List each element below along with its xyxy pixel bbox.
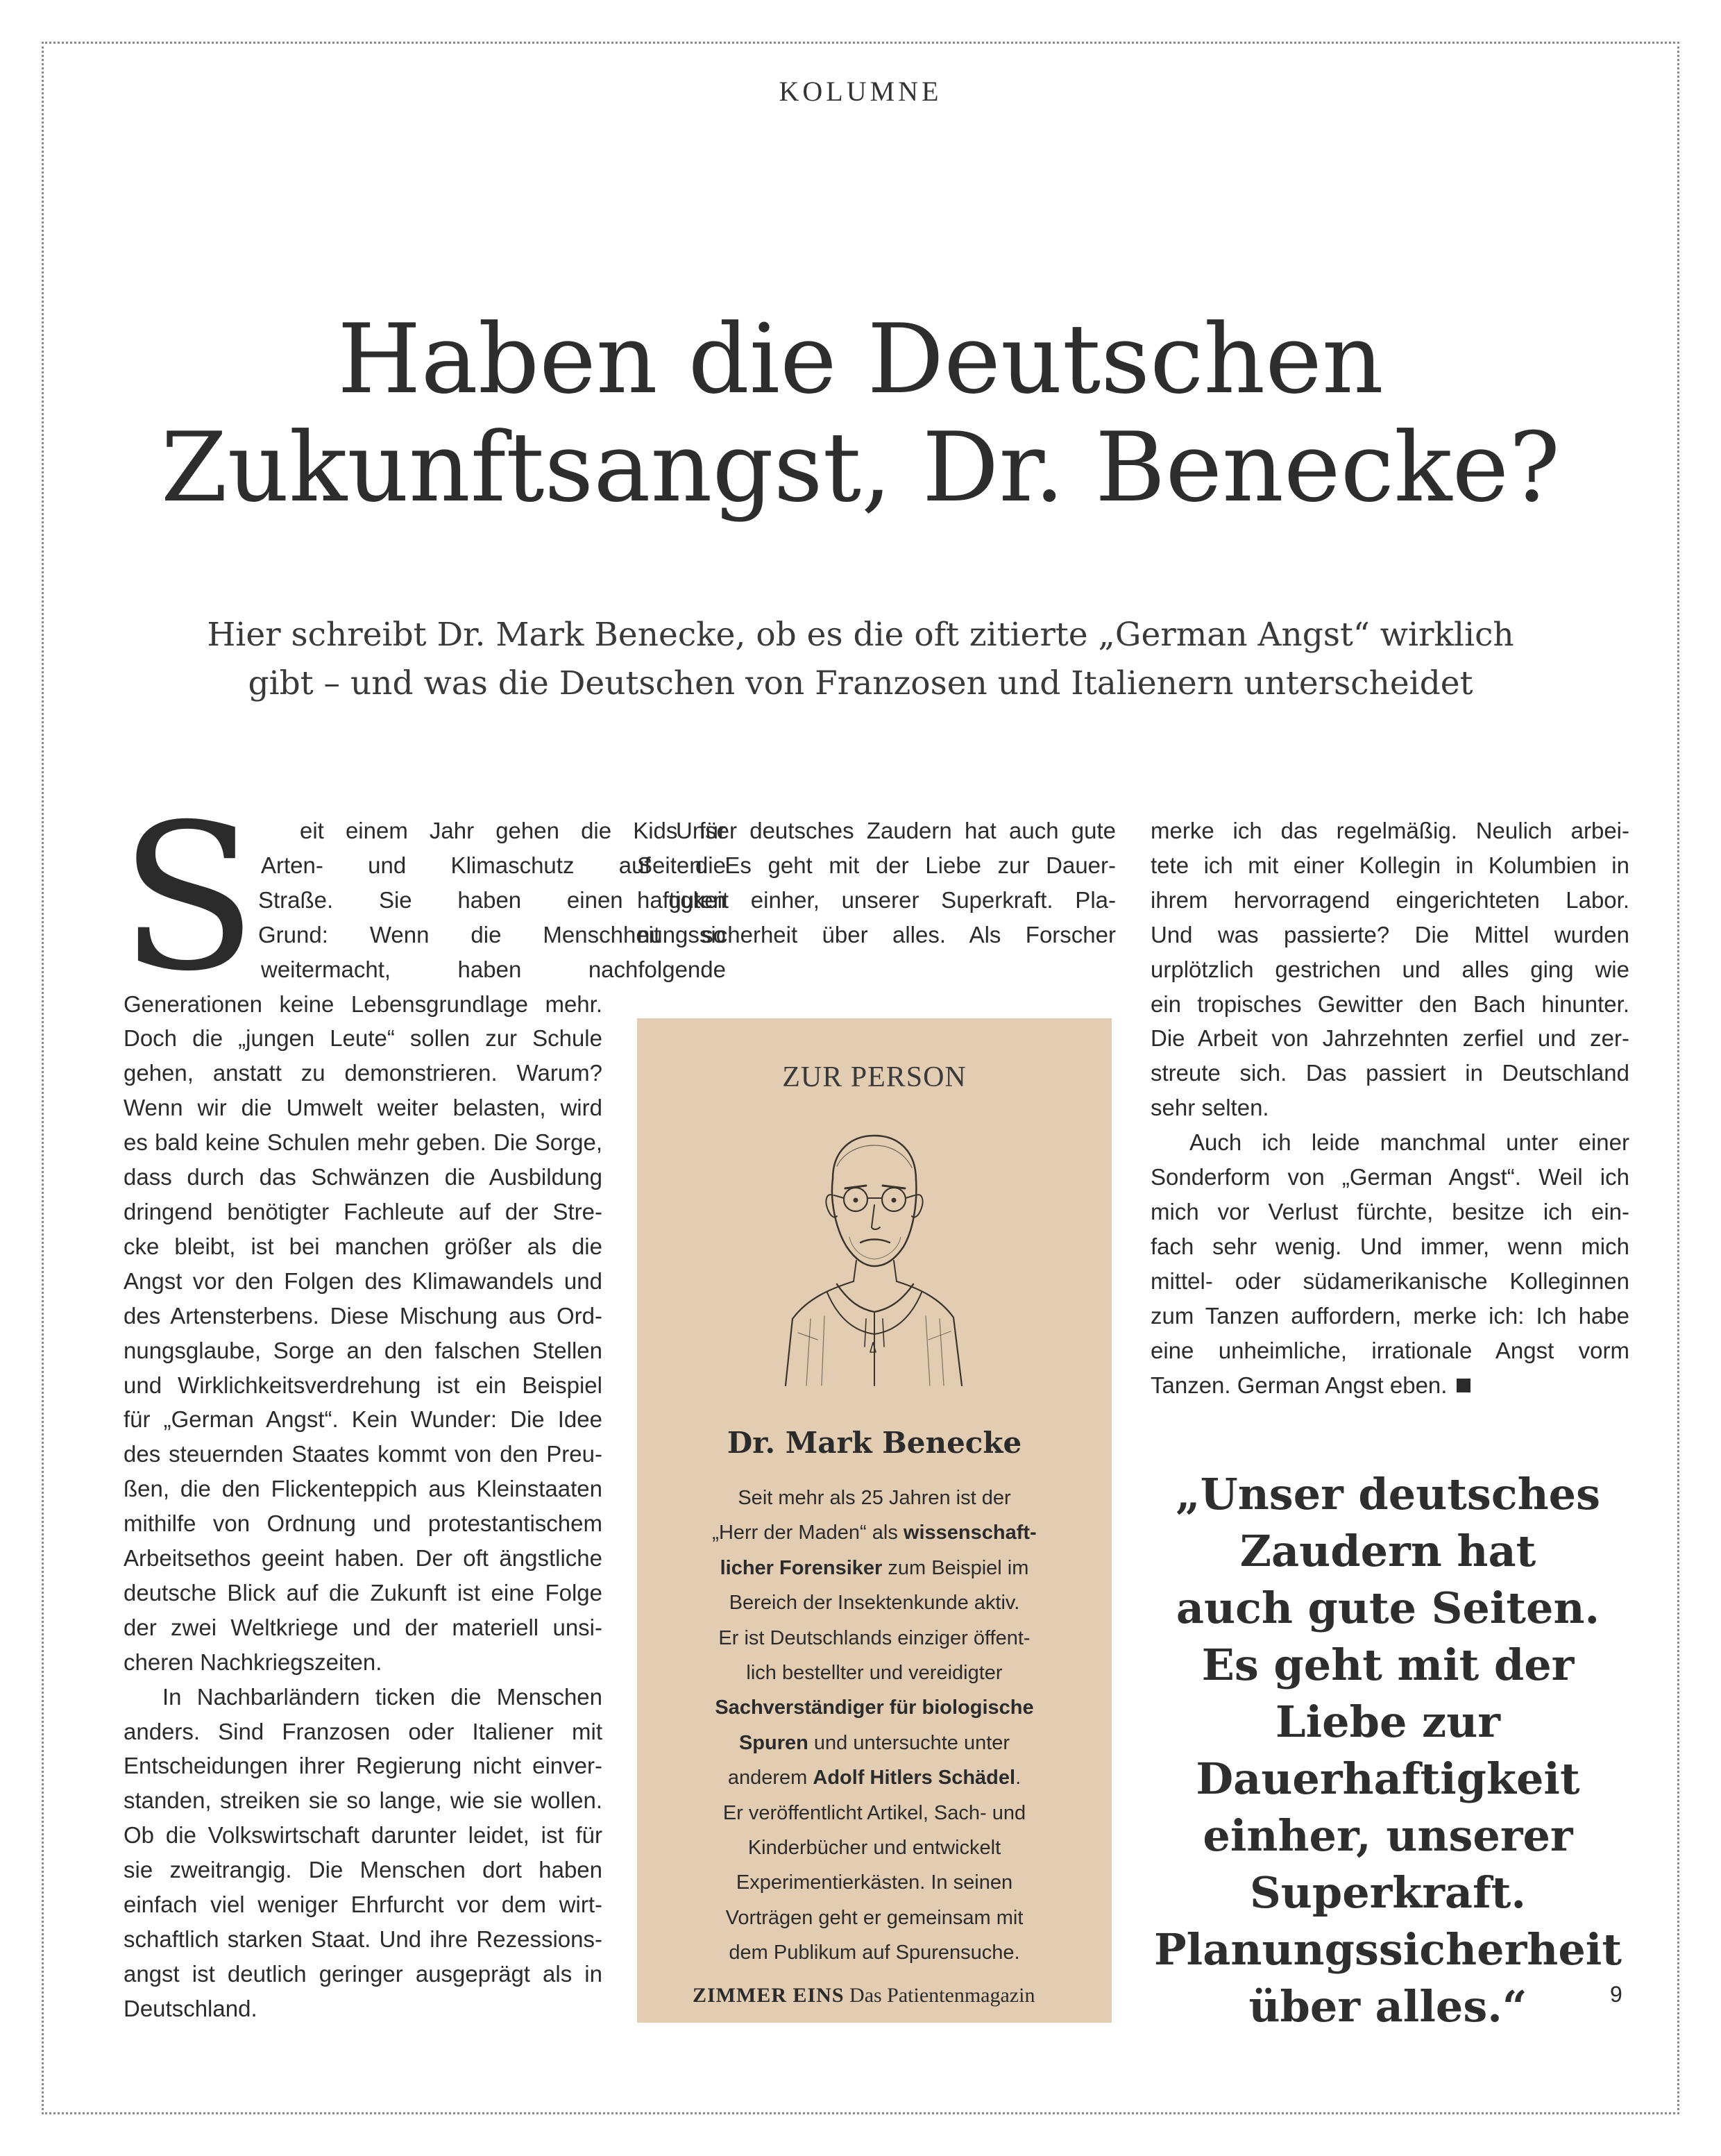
text-line-final: Tanzen. German Angst eben.	[1151, 1372, 1448, 1398]
quote-line: über alles.“	[1248, 1981, 1527, 2032]
text-line: der zwei Weltkriege und der materiell unsi-	[124, 1614, 602, 1640]
end-mark-icon	[1457, 1379, 1470, 1392]
text-line: Grund: Wenn die Menschheit so	[258, 921, 726, 948]
text-line	[1151, 1368, 1629, 1403]
text-line: Doch die „jungen Leute“ sollen zur Schule	[124, 1025, 602, 1052]
subtitle-line-1: Hier schreibt Dr. Mark Benecke, ob es die oft zitierte „German Angst“ wirklich	[207, 616, 1514, 654]
text-line: Unser deutsches Zaudern hat auch gute	[676, 818, 1116, 843]
bio-line	[637, 1760, 1112, 1795]
text-line: dringend benötigter Fachleute auf der Stre-	[124, 1198, 602, 1224]
text-line: Angst vor den Folgen des Klimawandels und	[124, 1268, 602, 1294]
quote-line: Planungssicherheit	[1154, 1924, 1622, 1975]
text-line: anders. Sind Franzosen oder Italiener mit	[124, 1718, 602, 1744]
text-line: ihrem hervorragend eingerichteten Labor.	[1151, 886, 1629, 913]
bio-bold: licher Forensiker	[720, 1556, 883, 1579]
text-line: Auch ich leide manchmal unter einer	[1189, 1129, 1629, 1156]
bio-bold: Adolf Hitlers Schädel	[813, 1767, 1016, 1789]
text-line: es bald keine Schulen mehr geben. Die Sorge,	[124, 1129, 602, 1156]
bio-line	[637, 1515, 1112, 1550]
section-kicker: KOLUMNE	[779, 76, 942, 107]
text-line: streute sich. Das passiert in Deutschland	[1151, 1060, 1629, 1086]
headline	[0, 305, 1721, 522]
quote-line: einher, unserer	[1203, 1810, 1573, 1861]
portrait-sketch	[769, 1111, 977, 1388]
text-line: mittel- oder südamerikanische Kolleginnen	[1151, 1268, 1629, 1294]
text-line: fach sehr wenig. Und immer, wenn mich	[1151, 1233, 1629, 1259]
text-line: nungsglaube, Sorge an den falschen Stellen	[124, 1337, 602, 1363]
bio-line	[637, 1551, 1112, 1585]
person-name: Dr. Mark Benecke	[727, 1426, 1022, 1460]
text-line: tete ich mit einer Kollegin in Kolumbien in	[1151, 852, 1629, 878]
text-line: Arten- und Klimaschutz auf die	[261, 852, 726, 878]
quote-line: „Unser deutsches	[1175, 1469, 1600, 1519]
text-line: Sonderform von „German Angst“. Weil ich	[1151, 1164, 1629, 1190]
text-line: mithilfe von Ordnung und protestantischem	[124, 1510, 602, 1537]
bio-line: lich bestellter und vereidigter	[746, 1662, 1003, 1685]
text-line: Generationen keine Lebensgrundlage mehr.	[124, 991, 602, 1017]
text-line: deutsche Blick auf die Zukunft ist eine Folge	[124, 1579, 602, 1606]
bio-bold: Sachverständiger für biologische	[715, 1696, 1034, 1719]
bio-text: „Herr der Maden“ als	[712, 1522, 904, 1544]
bio-line: Er ist Deutschlands einziger öffent-	[718, 1626, 1031, 1649]
text-line: Ob die Volkswirtschaft darunter leidet, ist für	[124, 1822, 602, 1848]
text-line: sie zweitrangig. Die Menschen dort haben	[124, 1857, 602, 1883]
bio-line	[637, 1690, 1112, 1725]
bio-line: Bereich der Insektenkunde aktiv.	[729, 1592, 1020, 1615]
quote-line: Zaudern hat	[1239, 1526, 1536, 1576]
person-box-heading: ZUR PERSON	[782, 1061, 967, 1093]
text-line: ein tropisches Gewitter den Bach hinunter.	[1151, 991, 1629, 1017]
column-3	[1151, 814, 1629, 1402]
text-line: standen, streiken sie so lange, wie sie wollen.	[124, 1787, 602, 1814]
footer-magazine	[693, 1984, 1035, 2007]
text-line: Seiten. Es geht mit der Liebe zur Dauer-	[637, 852, 1116, 878]
bio-text: zum Beispiel im	[882, 1556, 1029, 1579]
bio-line: Kinderbücher und entwickelt	[747, 1837, 1001, 1860]
text-line: dass durch das Schwänzen die Ausbildung	[124, 1164, 602, 1190]
text-line: haftigkeit einher, unserer Superkraft. Pla-	[637, 886, 1116, 913]
bio-line: Er veröffentlicht Artikel, Sach- und	[722, 1801, 1026, 1824]
bio-line: Seit mehr als 25 Jahren ist der	[738, 1487, 1011, 1509]
text-line: eine unheimliche, irrationale Angst vorm	[1151, 1337, 1629, 1363]
text-line: urplötzlich gestrichen und alles ging wie	[1151, 956, 1629, 982]
text-line: des Artensterbens. Diese Mischung aus Ord-	[124, 1302, 602, 1329]
quote-line: Dauerhaftigkeit	[1196, 1753, 1580, 1804]
quote-line: Liebe zur	[1275, 1696, 1500, 1747]
bio-line: Vorträgen geht er gemeinsam mit	[725, 1906, 1024, 1929]
text-line: nungssicherheit über alles. Als Forscher	[637, 921, 1116, 948]
page-number: 9	[1610, 1982, 1622, 2007]
text-line: für „German Angst“. Kein Wunder: Die Idee	[124, 1406, 602, 1433]
headline-line-2: Zukunftsangst, Dr. Benecke?	[160, 412, 1561, 523]
text-line: weitermacht, haben nachfolgende	[261, 956, 726, 982]
text-line: cke bleibt, ist bei manchen größer als die	[124, 1233, 602, 1259]
magazine-tagline: Das Patientenmagazin	[849, 1984, 1035, 2007]
bio-bold: wissenschaft-	[903, 1522, 1037, 1544]
text-line: merke ich das regelmäßig. Neulich arbei-	[1151, 818, 1629, 843]
quote-line: auch gute Seiten.	[1176, 1583, 1600, 1633]
bio-line	[637, 1726, 1112, 1760]
text-line: Wenn wir die Umwelt weiter belasten, wird	[124, 1095, 602, 1121]
text-line: In Nachbarländern ticken die Menschen	[162, 1683, 602, 1710]
subtitle-line-2: gibt – und was die Deutschen von Franzosen und Italienern unterscheidet	[248, 664, 1473, 702]
text-line: des steuernden Staates kommt von den Preu-	[124, 1441, 602, 1467]
pull-quote	[1138, 1466, 1638, 2035]
person-bio	[637, 1481, 1112, 1971]
text-line: mich vor Verlust fürchte, besitze ich ein-	[1151, 1198, 1629, 1224]
bio-line: dem Publikum auf Spurensuche.	[729, 1942, 1020, 1964]
text-line: Straße. Sie haben einen guten	[258, 886, 726, 913]
text-line: Arbeitsethos geeint haben. Der oft ängstliche	[124, 1545, 602, 1572]
text-line: und Wirklichkeitsverdrehung ist ein Beispiel	[124, 1372, 602, 1398]
text-line: Und was passierte? Die Mittel wurden	[1151, 921, 1629, 948]
text-line: sehr selten.	[1151, 1095, 1269, 1121]
bio-bold: Spuren	[738, 1731, 808, 1754]
text-line: ßen, die den Flickenteppich aus Kleinstaaten	[124, 1476, 602, 1502]
text-line: gehen, anstatt zu demonstrieren. Warum?	[124, 1060, 602, 1086]
subtitle	[0, 611, 1721, 708]
drop-cap: S	[119, 782, 257, 1016]
text-line: angst ist deutlich geringer ausgeprägt als in	[124, 1960, 602, 1987]
bio-text: .	[1015, 1767, 1021, 1789]
headline-line-1: Haben die Deutschen	[337, 303, 1384, 415]
quote-line: Superkraft.	[1249, 1867, 1526, 1918]
magazine-name: ZIMMER EINS	[693, 1984, 845, 2007]
text-line: zum Tanzen auffordern, merke ich: Ich habe	[1151, 1302, 1629, 1329]
text-line: cheren Nachkriegszeiten.	[124, 1649, 382, 1675]
text-line: schaftlich starken Staat. Und ihre Rezessions-	[124, 1926, 602, 1952]
column-2	[637, 814, 1116, 952]
text-line: eit einem Jahr gehen die Kids für	[300, 818, 726, 843]
text-line: Deutschland.	[124, 1995, 257, 2021]
bio-text: anderem	[727, 1767, 813, 1789]
text-line: Entscheidungen ihrer Regierung nicht einver-	[124, 1753, 602, 1779]
bio-line: Experimentierkästen. In seinen	[736, 1871, 1013, 1894]
text-line: Die Arbeit von Jahrzehnten zerfiel und zer-	[1151, 1025, 1629, 1052]
bio-text: und untersuchte unter	[808, 1731, 1010, 1754]
quote-line: Es geht mit der	[1201, 1640, 1575, 1690]
text-line: einfach viel weniger Ehrfurcht vor dem wirt-	[124, 1892, 602, 1918]
